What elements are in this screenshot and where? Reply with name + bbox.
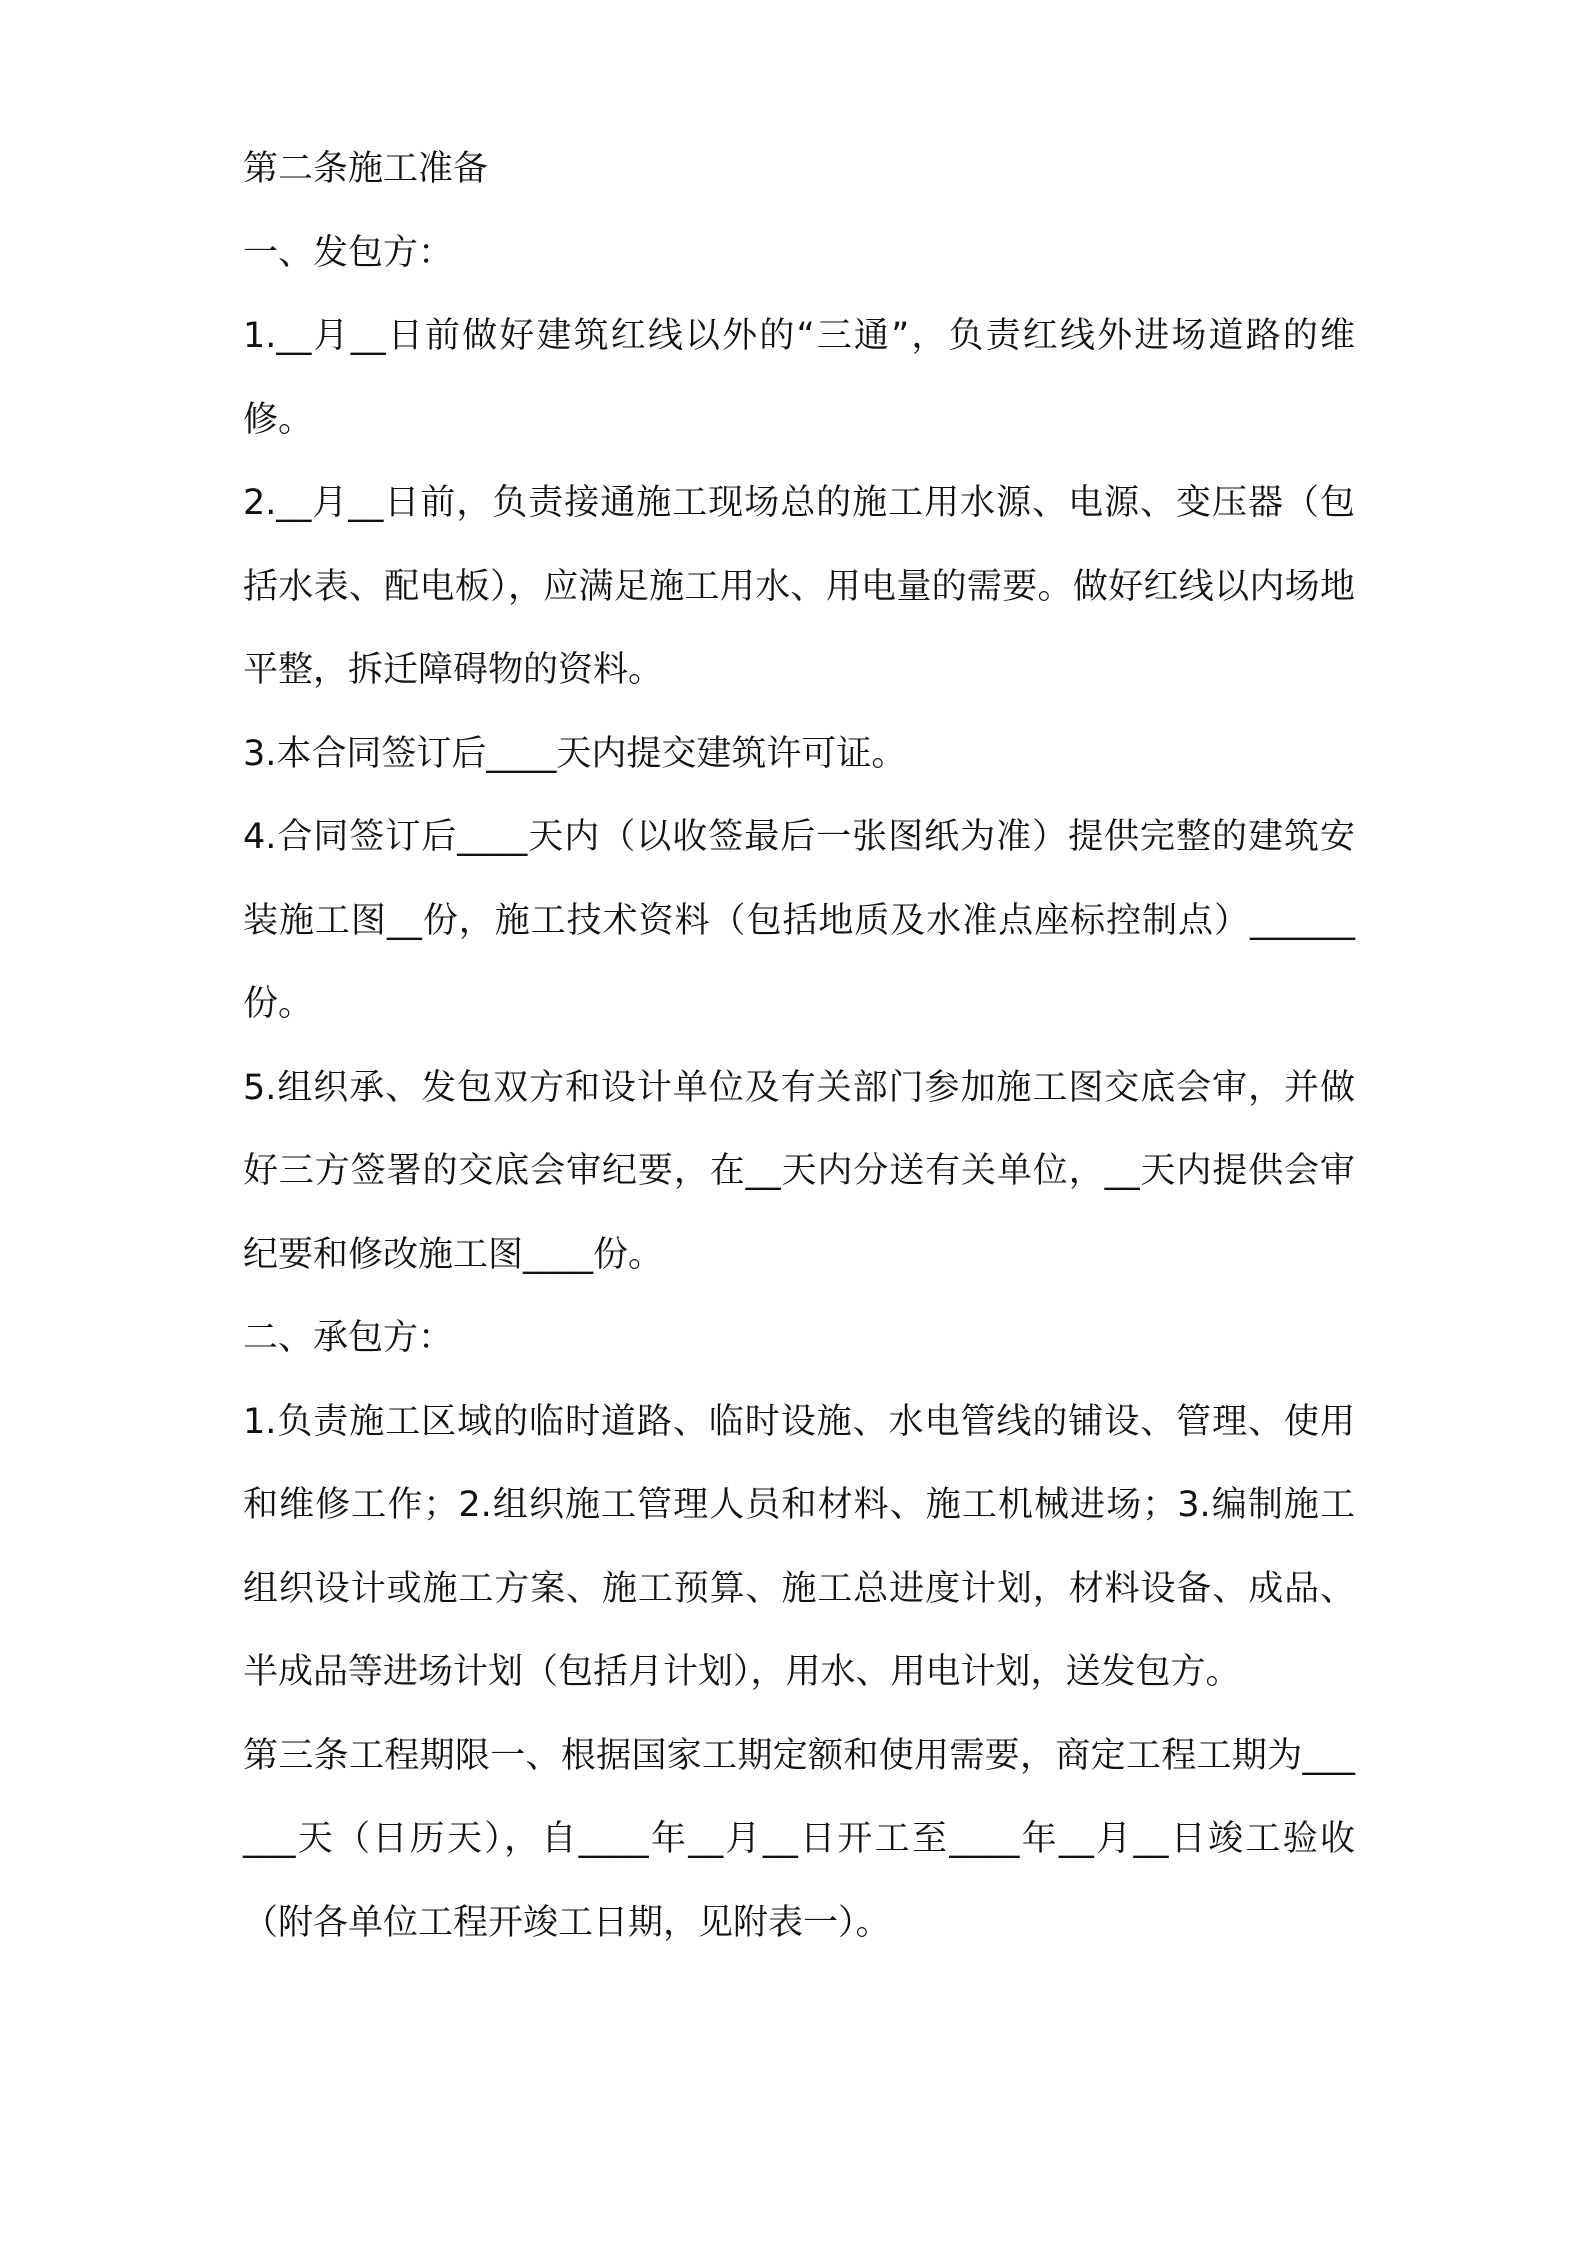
paragraph: 4.合同签订后____天内（以收签最后一张图纸为准）提供完整的建筑安装施工图__份，施工技术资料（包括地质及水准点座标控制点）______份。	[243, 817, 1355, 1024]
section-heading: 第二条施工准备	[243, 149, 489, 189]
paragraph: 1.负责施工区域的临时道路、临时设施、水电管线的铺设、管理、使用和维修工作；2.组织施工管理人员和材料、施工机械进场；3.编制施工组织设计或施工方案、施工预算、施工总进度计划，材料设备、成品、半成品等进场计划（包括月计划），用水、用电计划，送发包方。	[243, 1401, 1355, 1692]
document-body	[243, 128, 1355, 1965]
paragraph: 第三条工程期限一、根据国家工期定额和使用需要，商定工程工期为______天（日历天），自____年__月__日开工至____年__月__日竣工验收（附各单位工程开竣工日期，见附表一）。	[243, 1735, 1355, 1943]
subsection-heading: 二、承包方：	[243, 1318, 454, 1358]
paragraph: 2.__月__日前，负责接通施工现场总的施工用水源、电源、变压器（包括水表、配电板），应满足施工用水、用电量的需要。做好红线以内场地平整，拆迁障碍物的资料。	[243, 483, 1355, 690]
subsection-heading: 一、发包方：	[243, 232, 454, 273]
paragraph: 3.本合同签订后____天内提交建筑许可证。	[243, 733, 907, 774]
paragraph: 5.组织承、发包双方和设计单位及有关部门参加施工图交底会审，并做好三方签署的交底会审纪要，在__天内分送有关单位，__天内提供会审纪要和修改施工图____份。	[243, 1067, 1355, 1275]
paragraph: 1.__月__日前做好建筑红线以外的“三通”，负责红线外进场道路的维修。	[243, 316, 1355, 440]
